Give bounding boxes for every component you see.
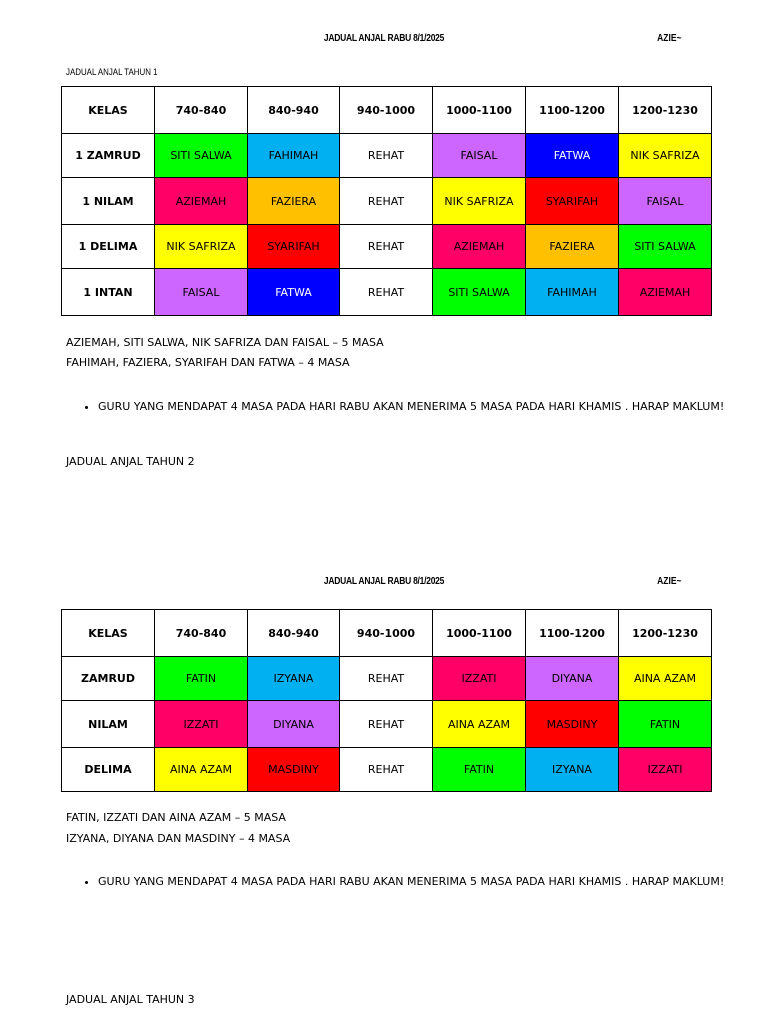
schedule-cell: FATWA xyxy=(248,269,340,316)
header-slot: 1100-1200 xyxy=(526,610,619,657)
author-2: AZIE~ xyxy=(657,576,682,587)
schedule-cell: DIYANA xyxy=(248,701,340,748)
page-title-2: JADUAL ANJAL RABU 8/1/2025 xyxy=(323,576,445,587)
header-kelas: KELAS xyxy=(62,610,155,657)
schedule-cell: MASDINY xyxy=(526,701,619,748)
schedule-cell: IZZATI xyxy=(155,701,248,748)
schedule-cell: IZYANA xyxy=(526,748,619,792)
header-slot: 940-1000 xyxy=(340,610,433,657)
bullet-notice: • GURU YANG MENDAPAT 4 MASA PADA HARI RABU AKAN MENERIMA 5 MASA PADA HARI KHAMIS . HARAP MAKLUM! xyxy=(98,875,738,888)
class-name: 1 NILAM xyxy=(62,178,155,225)
schedule-cell: AINA AZAM xyxy=(619,657,712,701)
author-1: AZIE~ xyxy=(657,33,682,44)
note-4-masa: FAHIMAH, FAZIERA, SYARIFAH DAN FATWA – 4 MASA xyxy=(66,356,350,369)
header-kelas: KELAS xyxy=(62,87,155,134)
table-label-tahun-1: JADUAL ANJAL TAHUN 1 xyxy=(66,67,158,77)
schedule-cell: FAZIERA xyxy=(526,225,619,269)
schedule-cell: AINA AZAM xyxy=(155,748,248,792)
schedule-cell: AZIEMAH xyxy=(619,269,712,316)
schedule-cell: FATWA xyxy=(526,134,619,178)
schedule-cell: FAZIERA xyxy=(248,178,340,225)
schedule-cell: MASDINY xyxy=(248,748,340,792)
class-name: ZAMRUD xyxy=(62,657,155,701)
header-slot: 1000-1100 xyxy=(433,87,526,134)
page-title-1: JADUAL ANJAL RABU 8/1/2025 xyxy=(323,33,445,44)
schedule-cell: FAHIMAH xyxy=(526,269,619,316)
section-label-tahun-3: JADUAL ANJAL TAHUN 3 xyxy=(66,993,195,1006)
header-slot: 740-840 xyxy=(155,610,248,657)
schedule-cell: DIYANA xyxy=(526,657,619,701)
schedule-cell: FAHIMAH xyxy=(248,134,340,178)
schedule-cell: SITI SALWA xyxy=(619,225,712,269)
note-4-masa: IZYANA, DIYANA DAN MASDINY – 4 MASA xyxy=(66,832,291,845)
table-row xyxy=(62,748,712,792)
class-name: 1 ZAMRUD xyxy=(62,134,155,178)
class-name: 1 DELIMA xyxy=(62,225,155,269)
schedule-cell: IZYANA xyxy=(248,657,340,701)
class-name: NILAM xyxy=(62,701,155,748)
section-label-tahun-2: JADUAL ANJAL TAHUN 2 xyxy=(66,455,195,468)
bullet-list xyxy=(66,875,738,888)
schedule-cell: FATIN xyxy=(619,701,712,748)
header-slot: 940-1000 xyxy=(340,87,433,134)
schedule-cell: FATIN xyxy=(155,657,248,701)
class-name: 1 INTAN xyxy=(62,269,155,316)
schedule-cell: REHAT xyxy=(340,134,433,178)
schedule-cell: SYARIFAH xyxy=(248,225,340,269)
table-row xyxy=(62,225,712,269)
header-slot: 1200-1230 xyxy=(619,610,712,657)
header-slot: 1000-1100 xyxy=(433,610,526,657)
schedule-cell: FAISAL xyxy=(155,269,248,316)
schedule-cell: NIK SAFRIZA xyxy=(155,225,248,269)
schedule-cell: REHAT xyxy=(340,748,433,792)
class-name: DELIMA xyxy=(62,748,155,792)
header-slot: 740-840 xyxy=(155,87,248,134)
table-row xyxy=(62,178,712,225)
schedule-cell: SITI SALWA xyxy=(433,269,526,316)
schedule-cell: AZIEMAH xyxy=(433,225,526,269)
table-row xyxy=(62,269,712,316)
table-row xyxy=(62,701,712,748)
schedule-cell: IZZATI xyxy=(433,657,526,701)
bullet-notice: • GURU YANG MENDAPAT 4 MASA PADA HARI RABU AKAN MENERIMA 5 MASA PADA HARI KHAMIS . HARAP MAKLUM! xyxy=(98,400,738,413)
header-slot: 1200-1230 xyxy=(619,87,712,134)
schedule-cell: FATIN xyxy=(433,748,526,792)
header-slot: 840-940 xyxy=(248,87,340,134)
schedule-cell: SYARIFAH xyxy=(526,178,619,225)
schedule-cell: IZZATI xyxy=(619,748,712,792)
schedule-cell: NIK SAFRIZA xyxy=(433,178,526,225)
table-row xyxy=(62,134,712,178)
schedule-cell: REHAT xyxy=(340,225,433,269)
schedule-cell: SITI SALWA xyxy=(155,134,248,178)
note-5-masa: FATIN, IZZATI DAN AINA AZAM – 5 MASA xyxy=(66,811,286,824)
note-5-masa: AZIEMAH, SITI SALWA, NIK SAFRIZA DAN FAISAL – 5 MASA xyxy=(66,336,384,349)
schedule-cell: AZIEMAH xyxy=(155,178,248,225)
timetable-tahun-2 xyxy=(61,609,712,792)
timetable-tahun-1 xyxy=(61,86,712,316)
header-slot: 1100-1200 xyxy=(526,87,619,134)
schedule-cell: REHAT xyxy=(340,269,433,316)
schedule-cell: REHAT xyxy=(340,701,433,748)
header-slot: 840-940 xyxy=(248,610,340,657)
table-header-row xyxy=(62,87,712,134)
schedule-cell: FAISAL xyxy=(433,134,526,178)
bullet-list xyxy=(66,400,738,413)
table-row xyxy=(62,657,712,701)
schedule-cell: FAISAL xyxy=(619,178,712,225)
schedule-cell: REHAT xyxy=(340,657,433,701)
schedule-cell: REHAT xyxy=(340,178,433,225)
table-header-row xyxy=(62,610,712,657)
schedule-cell: AINA AZAM xyxy=(433,701,526,748)
schedule-cell: NIK SAFRIZA xyxy=(619,134,712,178)
